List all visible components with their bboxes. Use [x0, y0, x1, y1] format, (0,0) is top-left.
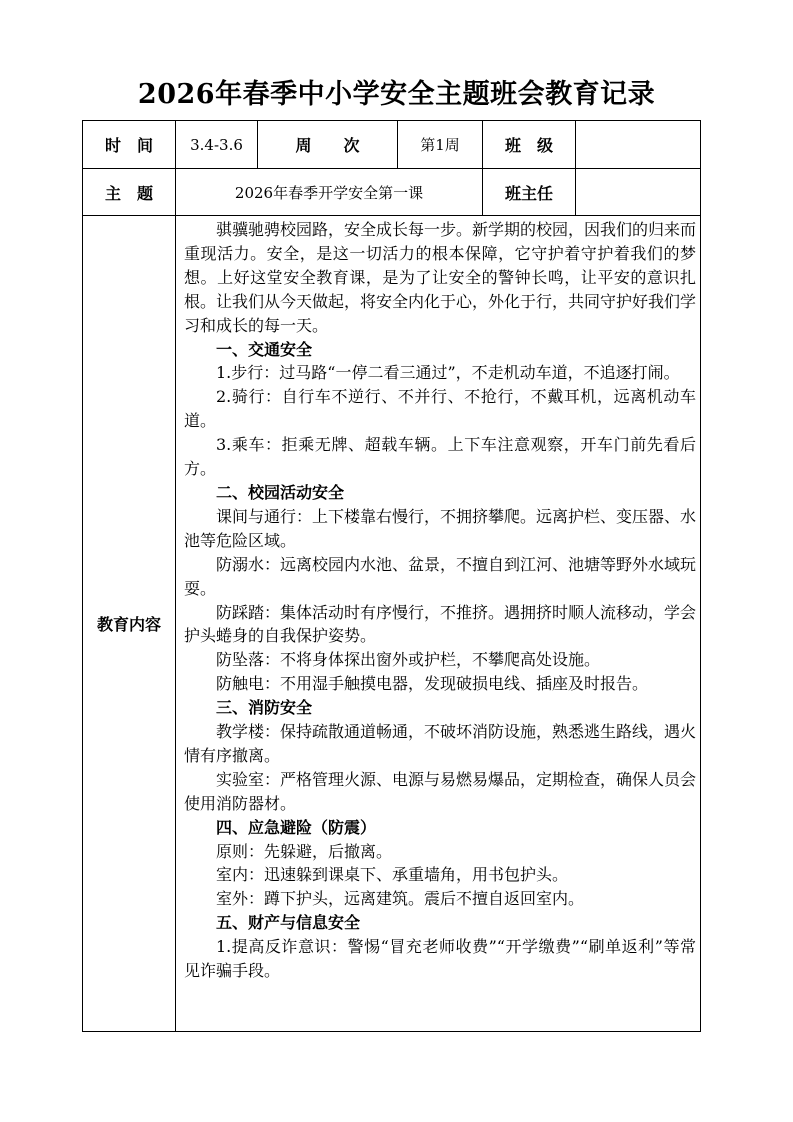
teacher-value	[576, 169, 701, 216]
document-title: 2026年春季中小学安全主题班会教育记录	[137, 79, 656, 110]
content-row	[83, 216, 701, 1032]
paragraph-outdoor: 室外：蹲下护头，远离建筑。震后不擅自返回室内。	[216, 889, 585, 909]
paragraph-principle: 原则：先躲避，后撤离。	[216, 841, 393, 861]
section-heading-campus: 二、校园活动安全	[216, 482, 345, 502]
header-row-1	[83, 121, 701, 169]
intro-paragraph: 骐骥驰骋校园路，安全成长每一步。新学期的校园，因我们的归来而重现活力。安全，是这一切活力的根本保障，它守护着守护着我们的梦想。上好这堂安全教育课，是为了让安全的警钟长鸣，让平安的意识扎根。让我们从今天做起，将安全内化于心，外化于行，共同守护好我们学习和成长的每一天。	[184, 220, 697, 335]
paragraph-lab: 实验室：严格管理火源、电源与易燃易爆品，定期检查，确保人员会使用消防器材。	[184, 769, 697, 813]
paragraph-drowning: 防溺水：远离校园内水池、盆景，不擅自到江河、池塘等野外水域玩耍。	[184, 554, 697, 598]
paragraph-stampede: 防踩踏：集体活动时有序慢行，不推挤。遇拥挤时顺人流移动，学会护头蜷身的自我保护姿势。	[184, 602, 697, 646]
record-table	[82, 120, 701, 1032]
paragraph-cycling: 2.骑行：自行车不逆行、不并行、不抢行，不戴耳机，远离机动车道。	[184, 387, 696, 431]
paragraph-recess: 课间与通行：上下楼靠右慢行，不拥挤攀爬。远离护栏、变压器、水池等危险区域。	[184, 506, 697, 550]
topic-label: 主 题	[83, 169, 176, 216]
content-label: 教育内容	[83, 216, 176, 1032]
topic-value: 2026年春季开学安全第一课	[176, 169, 483, 216]
paragraph-electric: 防触电：不用湿手触摸电器，发现破损电线、插座及时报告。	[216, 674, 649, 694]
paragraph-antifraud: 1.提高反诈意识：警惕“冒充老师收费”“开学缴费”“刷单返利”等常见诈骗手段。	[184, 937, 696, 981]
paragraph-walking: 1.步行：过马路“一停二看三通过”，不走机动车道，不追逐打闹。	[216, 363, 680, 383]
week-label: 周 次	[258, 121, 398, 169]
content-body	[176, 216, 701, 1032]
class-label: 班 级	[483, 121, 576, 169]
class-value	[576, 121, 701, 169]
header-row-2	[83, 169, 701, 216]
teacher-label: 班主任	[483, 169, 576, 216]
paragraph-building: 教学楼：保持疏散通道畅通，不破坏消防设施，熟悉逃生路线，遇火情有序撤离。	[184, 722, 697, 765]
section-heading-fire: 三、消防安全	[216, 698, 313, 718]
section-heading-traffic: 一、交通安全	[216, 339, 313, 359]
time-label: 时 间	[83, 121, 176, 169]
time-value: 3.4-3.6	[176, 121, 258, 169]
section-heading-property: 五、财产与信息安全	[216, 913, 361, 933]
paragraph-riding: 3.乘车：拒乘无牌、超载车辆。上下车注意观察，开车门前先看后方。	[184, 435, 696, 479]
week-value: 第1周	[398, 121, 483, 169]
paragraph-falling: 防坠落：不将身体探出窗外或护栏，不攀爬高处设施。	[216, 650, 601, 670]
section-heading-emergency: 四、应急避险（防震）	[216, 817, 377, 837]
paragraph-indoor: 室内：迅速躲到课桌下、承重墙角，用书包护头。	[216, 865, 569, 885]
